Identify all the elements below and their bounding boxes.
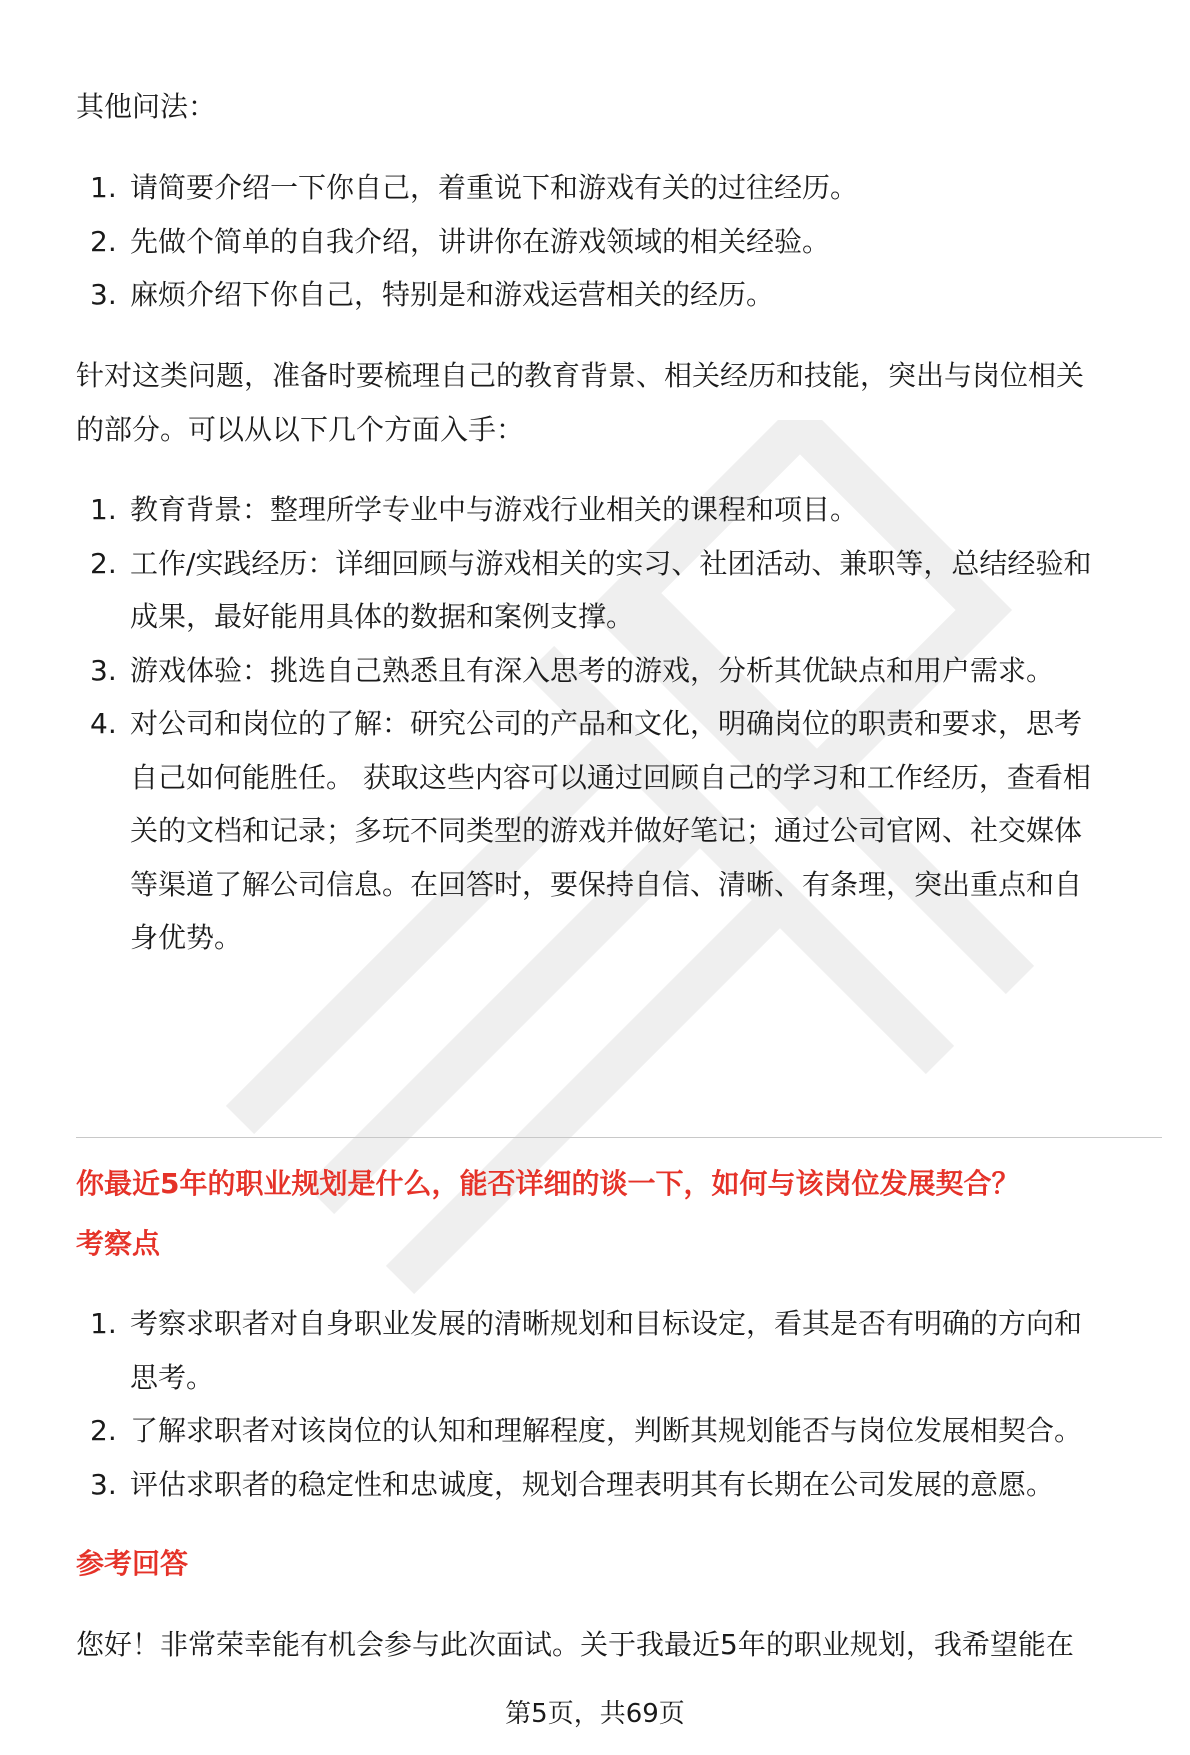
exam-points-title: 考察点: [76, 1227, 161, 1260]
list-item: 考察求职者对自身职业发展的清晰规划和目标设定，看其是否有明确的方向和: [130, 1307, 1083, 1340]
paragraph-line: 的部分。可以从以下几个方面入手：: [76, 413, 525, 446]
list-item: 教育背景：整理所学专业中与游戏行业相关的课程和项目。: [130, 493, 859, 526]
list-item: 麻烦介绍下你自己，特别是和游戏运营相关的经历。: [130, 278, 775, 311]
paragraph-line: 针对这类问题，准备时要梳理自己的教育背景、相关经历和技能，突出与岗位相关: [76, 359, 1085, 392]
list-number: 2.: [90, 225, 117, 258]
question-title: 你最近5年的职业规划是什么，能否详细的谈一下，如何与该岗位发展契合？: [76, 1167, 1020, 1200]
list-number: 3.: [90, 1468, 117, 1501]
list-item: 工作/实践经历：详细回顾与游戏相关的实习、社团活动、兼职等，总结经验和: [130, 547, 1092, 580]
list-item-continuation: 成果，最好能用具体的数据和案例支撑。: [130, 600, 635, 633]
list-item-continuation: 身优势。: [130, 921, 243, 954]
list-item-continuation: 自己如何能胜任。 获取这些内容可以通过回顾自己的学习和工作经历，查看相: [130, 761, 1091, 794]
list-item-continuation: 等渠道了解公司信息。在回答时，要保持自信、清晰、有条理，突出重点和自: [130, 868, 1083, 901]
list-item: 评估求职者的稳定性和忠诚度，规划合理表明其有长期在公司发展的意愿。: [130, 1468, 1055, 1501]
reference-answer-title: 参考回答: [76, 1547, 189, 1580]
list-item: 游戏体验：挑选自己熟悉且有深入思考的游戏，分析其优缺点和用户需求。: [130, 654, 1055, 687]
list-number: 3.: [90, 654, 117, 687]
list-item: 了解求职者对该岗位的认知和理解程度，判断其规划能否与岗位发展相契合。: [130, 1414, 1083, 1447]
intro-heading: 其他问法：: [76, 90, 217, 123]
list-item: 请简要介绍一下你自己，着重说下和游戏有关的过往经历。: [130, 171, 859, 204]
list-item: 对公司和岗位的了解：研究公司的产品和文化，明确岗位的职责和要求，思考: [130, 707, 1083, 740]
list-number: 4.: [90, 707, 117, 740]
list-item-continuation: 关的文档和记录；多玩不同类型的游戏并做好笔记；通过公司官网、社交媒体: [130, 814, 1083, 847]
list-number: 1.: [90, 171, 117, 204]
list-item: 先做个简单的自我介绍，讲讲你在游戏领域的相关经验。: [130, 225, 831, 258]
list-number: 2.: [90, 547, 117, 580]
list-item-continuation: 思考。: [130, 1361, 215, 1394]
list-number: 2.: [90, 1414, 117, 1447]
reference-answer-text: 您好！非常荣幸能有机会参与此次面试。关于我最近5年的职业规划，我希望能在: [76, 1628, 1074, 1661]
section-divider: [76, 1137, 1162, 1138]
list-number: 3.: [90, 278, 117, 311]
page-number: 第5页，共69页: [505, 1699, 685, 1729]
list-number: 1.: [90, 493, 117, 526]
list-number: 1.: [90, 1307, 117, 1340]
